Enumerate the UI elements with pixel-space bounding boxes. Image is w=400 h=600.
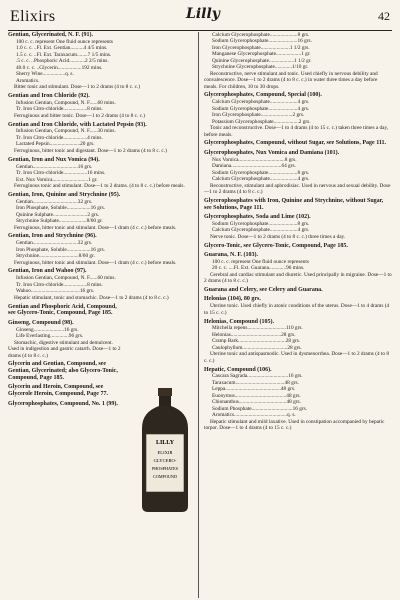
formula-line: .5 c. c. ..Phosphoric Acid............2 2/5 mins. xyxy=(16,58,109,65)
entry xyxy=(204,140,392,147)
entry-title: Gentian and Phosphoric Acid, Compound, see Glycero-Tonic, Compound, Page 185. xyxy=(8,303,117,317)
formula-line: Iron Glycerophosphate........................2 grs. xyxy=(212,112,305,119)
entry-title: Hepatic, Compound (106). xyxy=(204,366,272,373)
entry xyxy=(204,252,392,285)
right-column xyxy=(204,32,392,434)
formula-line: Calcium Glycerophosphate.....................4 grs. xyxy=(212,99,310,106)
formula-line: Sodium Phosphate...............................16 grs. xyxy=(212,405,308,412)
entry-note: Ferruginous, bitter tonic and stimulant. Dose—1 dram (4 c. c.) before meals. xyxy=(14,224,177,231)
entry-title: Gentian, Iron, Quinine and Strychnine (95). xyxy=(8,191,121,198)
formula-line: Damiana......................................64 grs. xyxy=(212,163,296,170)
entry-title: Gentian, Iron and Wahoo (97). xyxy=(8,268,87,275)
formula-line: 20 c. c. ....Fl. Ext. Guarana.............96 mins. xyxy=(212,265,305,272)
entry xyxy=(204,243,392,250)
formula-line: Leppa..........................................48 grs. xyxy=(212,386,296,393)
formula-line: Tr. Iron Citro-chloride..................16 mins. xyxy=(16,170,106,177)
formula-line: Taraxacum.....................................48 grs. xyxy=(212,379,299,386)
formula-line: Iron Phosphate, Soluble..................16 grs. xyxy=(16,205,106,212)
entry-note: Reconstructive, stimulant and aphrodisiac. Used in nervous and sexual debility. Dose—1 to 2 drams (4 to 8 c. c.) xyxy=(204,182,391,195)
entry-title: Guarana and Celery, see Celery and Guarana. xyxy=(204,287,323,294)
formula-line: Helonias......................................28 grs. xyxy=(212,331,296,338)
entry xyxy=(8,384,124,398)
formula-line: Sodium Glycerophosphate......................4 grs. xyxy=(212,105,310,112)
entry-title: Gentian, Iron and Nux Vomica (94). xyxy=(8,156,100,163)
entry xyxy=(8,401,124,408)
entry-title: Glycero-Tonic, see Glycero-Tonic, Compound, Page 185. xyxy=(204,242,348,249)
entry xyxy=(204,296,392,316)
entry-title: Helonias, Compound (105). xyxy=(204,318,275,325)
formula-line: Cascara Sagrada...............................16 grs. xyxy=(212,373,303,380)
entry-note: Ferruginous, bitter tonic and digestant. Dose—1 to 2 drams (4 to 8 c. c.) xyxy=(14,147,167,154)
brand-logo: Lilly xyxy=(186,6,220,22)
formula-line: Quinine Sulphate..........................2 grs. xyxy=(16,211,100,218)
formula-line: Gentian..................................32 grs. xyxy=(16,240,93,247)
entry xyxy=(8,192,194,231)
entry-note: Stomachic, digestive stimulant and demulcent. Used in indigestion and gastric catarrh. Dose—1 to 2 drams (4 to 8 c. c.) xyxy=(8,339,121,359)
entry-title: Guarana, N. F. (103). xyxy=(204,251,258,258)
bottle-label-line5: COMPOUND xyxy=(153,474,177,479)
entry xyxy=(204,92,392,138)
entry xyxy=(204,319,392,365)
formula-line: Euonymus.......................................48 grs. xyxy=(212,392,301,399)
formula-line: Infusion Gentian, Compound, N. F......30 mins. xyxy=(16,128,116,135)
page-header xyxy=(8,6,392,31)
formula-line: Cramp Bark....................................28 grs. xyxy=(212,338,301,345)
entry-title: Glycerophosphates, Compound, without Sugar, see Solutions, Page 111. xyxy=(204,140,387,147)
entry xyxy=(204,287,392,294)
formula-line: Sodium Glycerophosphate......................16 grs. xyxy=(212,38,312,45)
entry xyxy=(204,150,392,196)
formula-line: 100 c. c. represent One fluid ounce represents xyxy=(212,258,309,265)
formula-line: Strychnine Sulphate.....................8/60 gr. xyxy=(16,218,103,225)
bottle-neck xyxy=(159,396,171,406)
entry-note: Bitter tonic and stimulant. Dose—1 to 2 drams (4 to 8 c. c.) xyxy=(14,84,141,91)
entry-note: Ferruginous, bitter tonic and stimulant. Dose—1 dram (4 c. c.) before meals. xyxy=(14,259,177,266)
entry-title: Glycerophosphates, Compound, No. 1 (99). xyxy=(8,400,118,407)
formula-line: Sodium Glycerophosphate......................8 grs. xyxy=(212,169,310,176)
entry-note: Tonic and reconstructive. Dose—1 to 4 drams (4 to 15 c. c.) taken three times a day, before meals. xyxy=(204,125,389,138)
formula-line: Calcium Glycerophosphate.....................4 grs. xyxy=(212,176,310,183)
entry-note: Nerve tonic. Dose—1 to 2 drams (4 to 8 c. c.) three times a day. xyxy=(210,233,346,240)
formula-line: Gentian..................................16 grs. xyxy=(16,163,93,170)
formula-line: Strychnine Glycerophosphate.............1/10 gr. xyxy=(212,64,309,71)
entry xyxy=(8,93,194,119)
formula-line: 100 c. c. represent One fluid ounce represents xyxy=(16,38,113,45)
formula-line: Gentian..................................32 grs. xyxy=(16,198,93,205)
formula-line: 1.0 c. c. ..Fl. Ext. Gentian..........4 4/5 mins. xyxy=(16,45,108,52)
formula-line: Aromatics. xyxy=(16,77,40,84)
entry xyxy=(8,304,124,318)
elixir-bottle-illustration xyxy=(136,388,194,514)
formula-line: Infusion Gentian, Compound, N. F......60 mins. xyxy=(16,275,116,282)
entry-title: Gentian, Glycerinated, N. F. (91). xyxy=(8,32,93,38)
entry-note: Reconstructive, nerve stimulant and tonic. Used chiefly in nervous debility and convalescence. Dose—1 to 2 drams (4 to 8 c. c.) in water three times a day before meals. For children, 10 to 30 drops. xyxy=(204,70,378,90)
formula-line: Tr. Iron Citro-chloride..................8 mins. xyxy=(16,281,103,288)
entry-title: Gentian and Iron Chloride (92). xyxy=(8,92,90,99)
bottle-label-line4: PHOSPHATES xyxy=(151,466,179,471)
formula-line: Sodium Glycerophosphate......................8 grs. xyxy=(212,220,310,227)
formula-line: Infusion Gentian, Compound, N. F......60 mins. xyxy=(16,99,116,106)
entry xyxy=(8,233,194,266)
formula-line: Tr. Iron Citro-chloride..................8 mins. xyxy=(16,106,103,113)
entry xyxy=(204,367,392,432)
bottle-label-brand: LILLY xyxy=(155,440,175,446)
entry xyxy=(8,122,194,155)
entry-title: Ginseng, Compound (98). xyxy=(8,319,74,326)
entry-note: Ferruginous tonic and stimulant. Dose—1 to 2 drams. (4 to 8 c. c.) before meals. xyxy=(14,182,185,189)
formula-line: Sherry Wine.................q. s. xyxy=(16,71,74,78)
formula-line: Quinine Glycerophosphate...................1 1/2 gr. xyxy=(212,57,312,64)
formula-line: Iron Phosphate, Soluble..................16 grs. xyxy=(16,246,106,253)
entry-title: Glycerophosphates, Compound, Special (100). xyxy=(204,92,322,99)
entry-note: Hepatic stimulant, tonic and stomachic. Dose—1 to 2 drams (4 to 8 c. c.) xyxy=(14,294,169,301)
formula-line: Strychnine..............................8/60 gr. xyxy=(16,253,95,260)
formula-line: 1.5 c. c. ..Fl. Ext. Taraxacum........7 1/5 mins. xyxy=(16,51,112,58)
formula-line: Life Everlasting..............96 grs. xyxy=(16,333,84,340)
entry-note: Uterine tonic and antispasmodic. Used in dysmenorrhea. Dose—1 to 2 drams (4 to 8 c. c.) xyxy=(204,351,390,364)
page-number: 42 xyxy=(378,9,390,23)
entry-note: Ferruginous and bitter tonic. Dose—1 to 2 drams (4 to 8 c. c.) xyxy=(14,112,146,119)
entry-title: Gentian, Iron and Strychnine (96). xyxy=(8,233,97,240)
column-divider xyxy=(198,32,199,598)
formula-line: 40.0 c. c. ..Glycerin..................192 mins. xyxy=(16,64,103,71)
formula-line: Potassium Glycerophosphate...................2 grs. xyxy=(212,118,311,125)
entry-title: Glycerophosphates, Soda and Lime (102). xyxy=(204,214,311,220)
formula-line: Chionanthus....................................48 grs. xyxy=(212,399,301,406)
formula-line: Wahoo.....................................16 grs. xyxy=(16,288,95,295)
entry xyxy=(204,32,392,90)
entry xyxy=(8,320,124,359)
formula-line: Ext. Nux Vomica...........................1 gr. xyxy=(16,176,98,183)
entry-note: Hepatic stimulant and mild laxative. Used in constipation accompanied by hepatic torpor. Dose—1 to 4 drams (4 to 15 c. c.) xyxy=(204,418,385,432)
formula-line: Aromatics........................................q. s. xyxy=(212,412,296,419)
formula-line: Nux Vomica...................................8 grs. xyxy=(212,156,297,163)
formula-line: Tr. Iron Citro-chloride..................4 mins. xyxy=(16,134,103,141)
entry xyxy=(8,361,124,382)
two-column-body xyxy=(8,32,392,598)
entry-title: Gentian and Iron Chloride, with Lactated Pepsin (93). xyxy=(8,121,147,128)
formula-line: Lactated Pepsin.......................20 grs. xyxy=(16,141,95,148)
bottle-label-line2: ELIXIR xyxy=(157,450,173,455)
entry xyxy=(204,198,392,212)
entry xyxy=(8,268,194,301)
formula-line: Caulophyllum..................................28 grs. xyxy=(212,344,302,351)
formula-line: Manganese Glycerophosphate...................1 gr. xyxy=(212,51,311,58)
entry-title: Glycerophosphates, Nux Vomica and Damiana (101). xyxy=(204,149,340,156)
entry-title: Helonias (104), 80 grs. xyxy=(204,296,261,303)
entry-title: Glycerophosphates with Iron, Quinine and Strychnine, without Sugar, see Solutions, Page 111. xyxy=(204,197,384,211)
formula-line: Iron Glycerophosphate......................1 1/2 grs. xyxy=(212,44,310,51)
entry xyxy=(8,32,194,91)
entry xyxy=(204,214,392,240)
bottle-label-line3: GLYCERO- xyxy=(153,458,177,463)
bottle-cap xyxy=(158,388,172,396)
entry xyxy=(8,157,194,190)
section-title: Elixirs xyxy=(10,8,56,25)
formula-line: Ginseng.......................16 grs. xyxy=(16,326,79,333)
formula-line: Mitchella repens.............................110 grs. xyxy=(212,325,303,332)
entry-note: Cerebral and cardiac stimulant and diuretic. Used principally in migraine. Dose—1 to 2 drams (4 to 8 c. c.) xyxy=(204,271,392,285)
left-column xyxy=(8,32,194,410)
formula-line: Calcium Glycerophosphate.....................8 grs. xyxy=(212,32,310,38)
formula-line: Calcium Glycerophosphate.....................4 grs. xyxy=(212,227,310,234)
entry-title: Glycerin and Heroin, Compound, see Glycerole Heroin, Compound, Page 77. xyxy=(8,384,108,398)
entry-title: Glycerin and Gentian, Compound, see Gentian, Glycerinated; also Glycero-Tonic, Compound, Page 185. xyxy=(8,361,118,382)
entry-note: Uterine tonic. Used chiefly in atonic conditions of the uterus. Dose—1 to 4 drams (4 to 15 c. c.) xyxy=(204,303,390,316)
